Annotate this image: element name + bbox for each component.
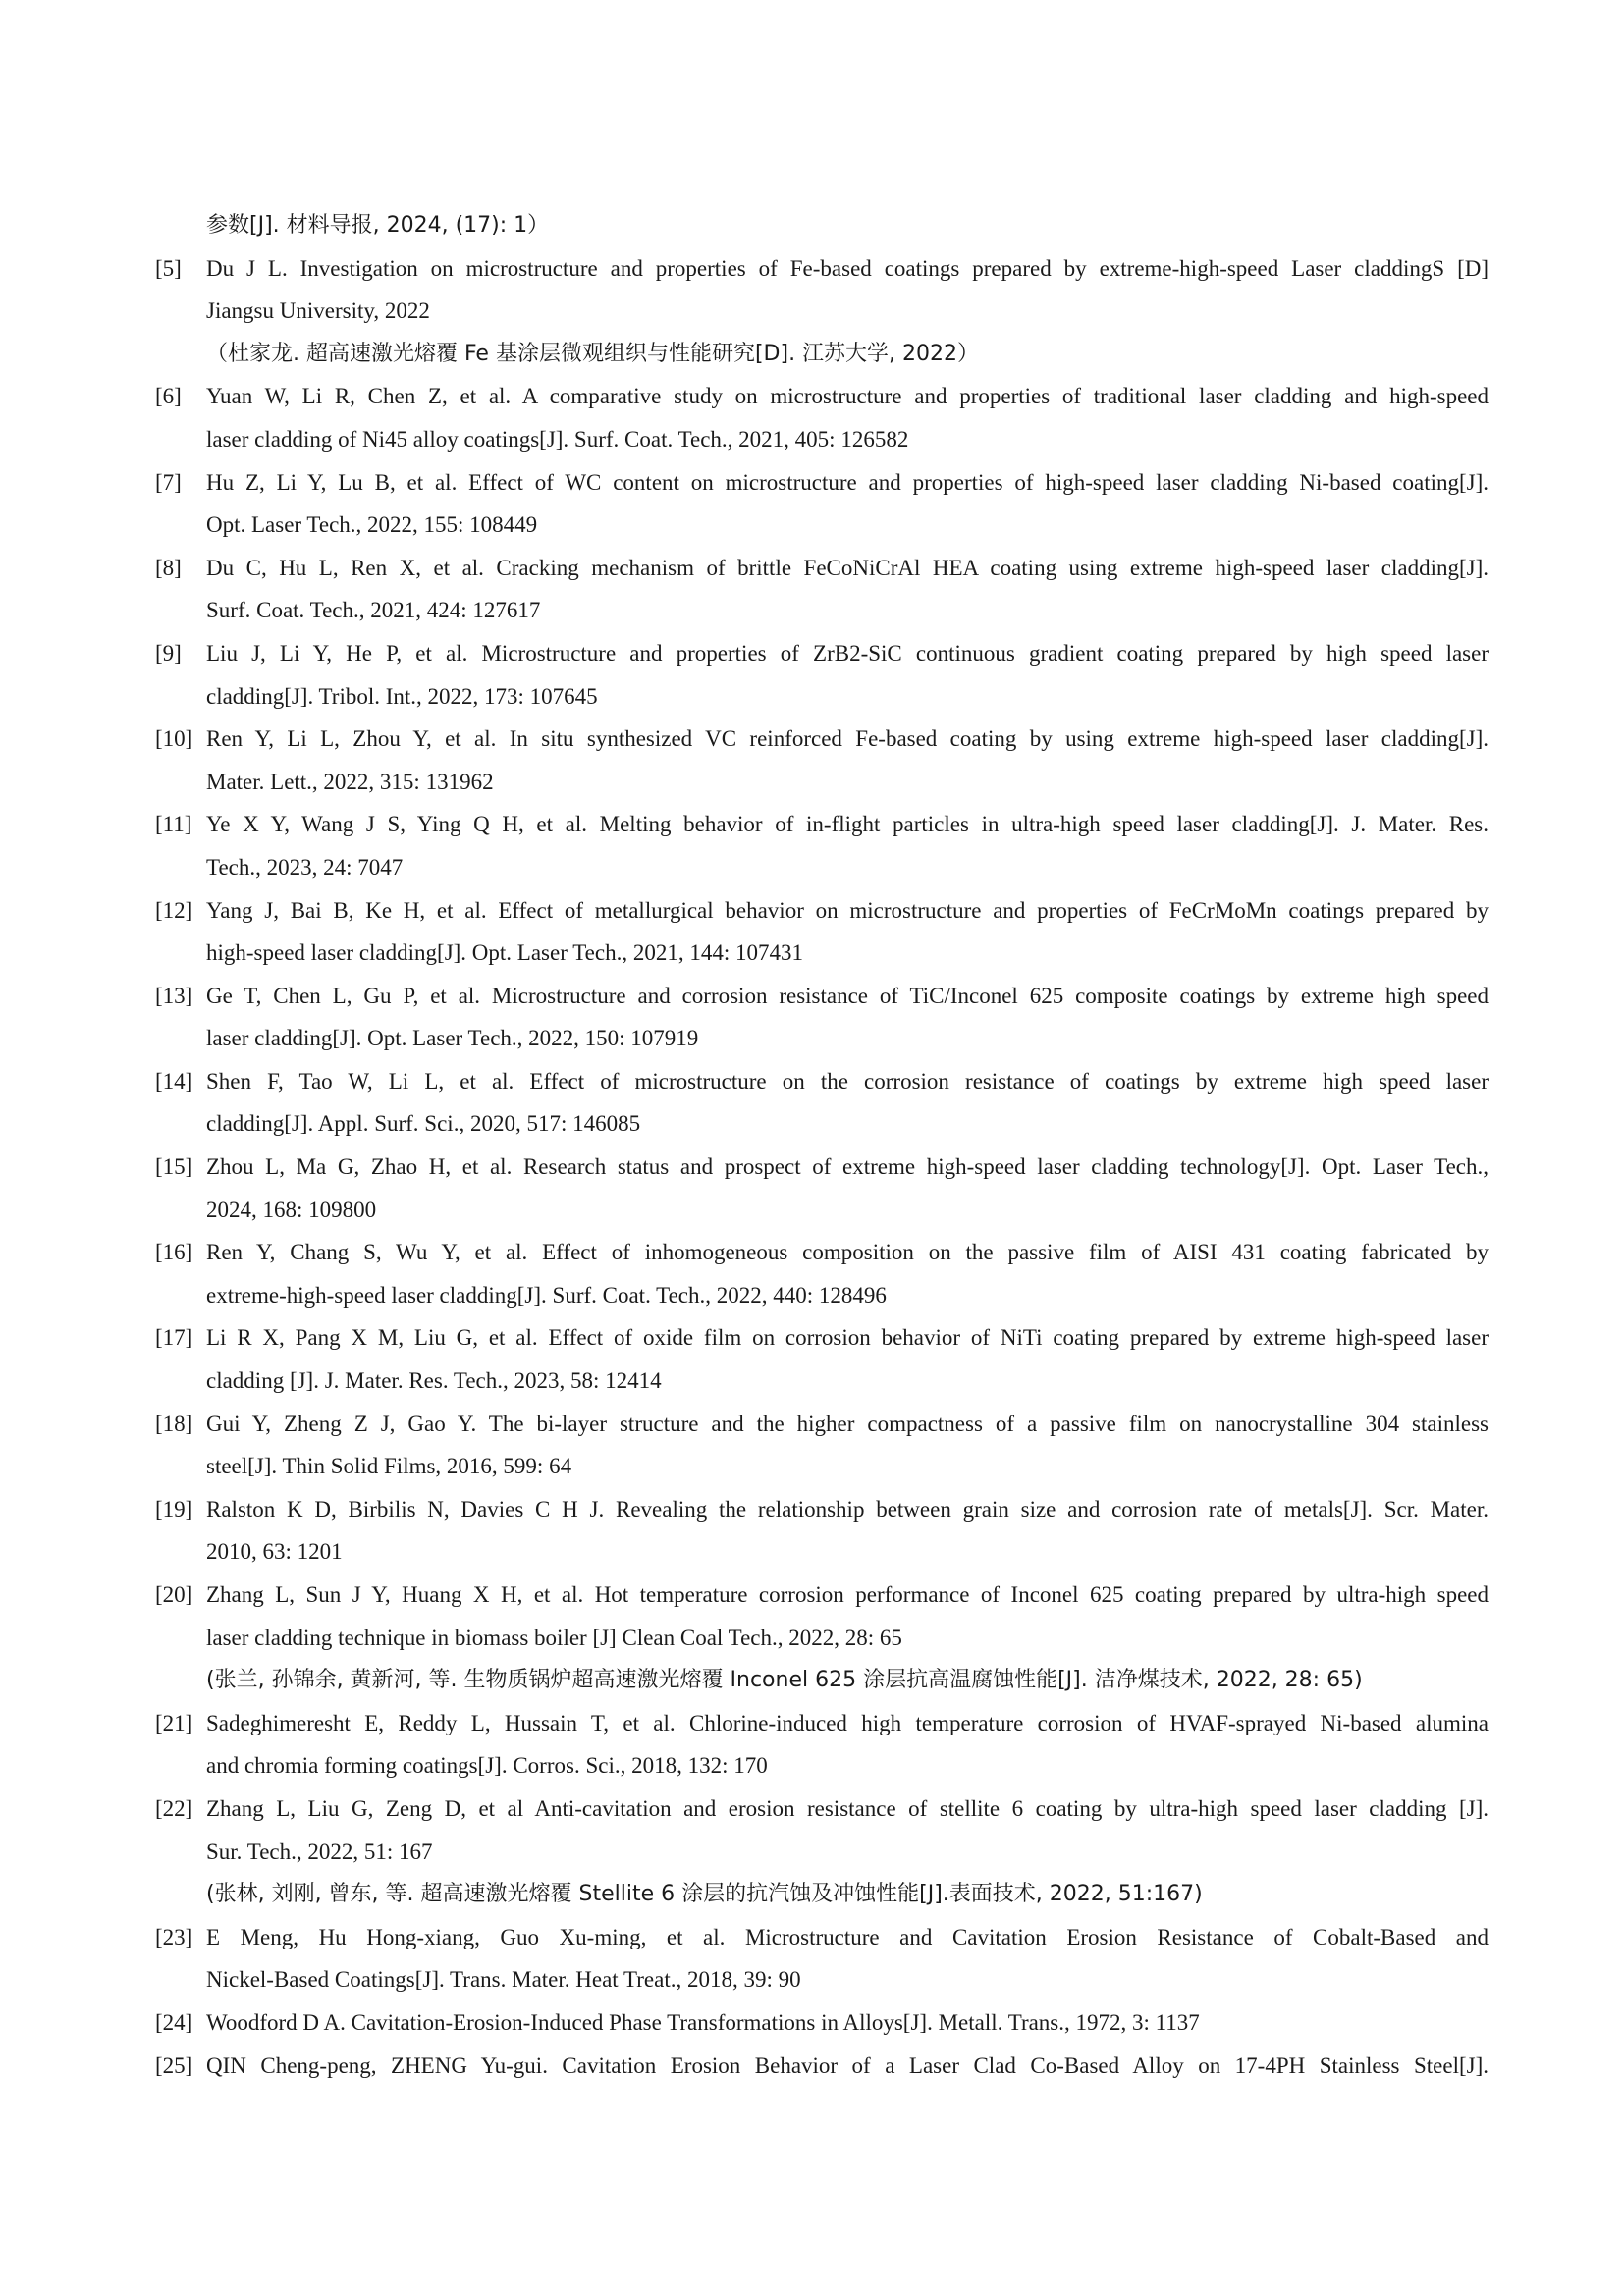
reference-text: Ge T, Chen L, Gu P, et al. Microstructure and corrosion resistance of TiC/Inconel 625 composite coatings by extreme high speed [206, 983, 1489, 1008]
reference-continuation-line: Nickel-Based Coatings[J]. Trans. Mater. Heat Treat., 2018, 39: 90 [206, 1967, 801, 1993]
reference-text: Du C, Hu L, Ren X, et al. Cracking mechanism of brittle FeCoNiCrAl HEA coating using extreme high-speed laser cladding[J]. [206, 555, 1489, 580]
reference-entry [155, 975, 1489, 1060]
reference-entry [155, 461, 1489, 547]
reference-first-line [155, 1916, 1489, 1959]
top-continuation-line: 参数[J]. 材料导报, 2024, (17): 1） [206, 213, 550, 238]
reference-continuation-line: laser cladding[J]. Opt. Laser Tech., 2022, 150: 107919 [206, 1026, 699, 1051]
reference-continuation-line: cladding[J]. Tribol. Int., 2022, 173: 107645 [206, 683, 598, 709]
reference-entry [155, 1788, 1489, 1916]
reference-continuation-line: extreme-high-speed laser cladding[J]. Surf. Coat. Tech., 2022, 440: 128496 [206, 1282, 887, 1308]
reference-entry [155, 1316, 1489, 1402]
reference-number: [7] [155, 469, 182, 495]
reference-first-line [155, 2002, 1489, 2045]
reference-text: Zhang L, Sun J Y, Huang X H, et al. Hot temperature corrosion performance of Inconel 625 coating prepared by ultra-high speed [206, 1582, 1489, 1607]
reference-continuation-line: 2024, 168: 109800 [206, 1197, 377, 1222]
reference-number: [16] [155, 1240, 193, 1265]
reference-entry [155, 2045, 1489, 2088]
reference-entry [155, 1702, 1489, 1788]
reference-first-line [155, 1702, 1489, 1745]
reference-first-line [155, 1574, 1489, 1617]
reference-first-line [155, 247, 1489, 291]
reference-number: [11] [155, 812, 192, 837]
reference-number: [18] [155, 1411, 193, 1436]
reference-number: [6] [155, 384, 182, 409]
reference-first-line [155, 632, 1489, 675]
reference-continuation-line: cladding [J]. J. Mater. Res. Tech., 2023, 58: 12414 [206, 1368, 662, 1394]
reference-text: Shen F, Tao W, Li L, et al. Effect of microstructure on the corrosion resistance of coatings by extreme high speed laser [206, 1068, 1489, 1094]
reference-chinese-translation: （杜家龙. 超高速激光熔覆 Fe 基涂层微观组织与性能研究[D]. 江苏大学, 2022） [206, 341, 980, 366]
reference-continuation-line: and chromia forming coatings[J]. Corros. Sci., 2018, 132: 170 [206, 1753, 768, 1779]
reference-entry [155, 1060, 1489, 1146]
reference-entry [155, 1488, 1489, 1574]
reference-text: Woodford D A. Cavitation-Erosion-Induced Phase Transformations in Alloys[J]. Metall. Trans., 1972, 3: 1137 [206, 2009, 1200, 2035]
reference-first-line [155, 718, 1489, 761]
reference-first-line [155, 461, 1489, 505]
reference-entry [155, 1916, 1489, 2002]
reference-continuation-line: Jiangsu University, 2022 [206, 298, 430, 324]
reference-first-line [155, 889, 1489, 933]
reference-text: Ralston K D, Birbilis N, Davies C H J. Revealing the relationship between grain size and corrosion rate of metals[J]. Scr. Mater. [206, 1496, 1489, 1522]
reference-number: [19] [155, 1496, 193, 1522]
reference-continuation-line: steel[J]. Thin Solid Films, 2016, 599: 64 [206, 1454, 572, 1479]
reference-continuation-line: laser cladding technique in biomass boiler [J] Clean Coal Tech., 2022, 28: 65 [206, 1625, 902, 1650]
reference-first-line [155, 1403, 1489, 1446]
reference-number: [14] [155, 1068, 193, 1094]
reference-text: Hu Z, Li Y, Lu B, et al. Effect of WC content on microstructure and properties of high-speed laser cladding Ni-based coating[J]. [206, 469, 1489, 495]
reference-continuation-line: laser cladding of Ni45 alloy coatings[J]. Surf. Coat. Tech., 2021, 405: 126582 [206, 426, 909, 452]
reference-text: Gui Y, Zheng Z J, Gao Y. The bi-layer structure and the higher compactness of a passive film on nanocrystalline 304 stainless [206, 1411, 1489, 1436]
reference-chinese-translation: (张兰, 孙锦余, 黄新河, 等. 生物质锅炉超高速激光熔覆 Inconel 625 涂层抗高温腐蚀性能[J]. 洁净煤技术, 2022, 28: 65) [206, 1668, 1363, 1693]
reference-text: QIN Cheng-peng, ZHENG Yu-gui. Cavitation Erosion Behavior of a Laser Clad Co-Based Alloy on 17-4PH Stainless Steel[J]. [206, 2053, 1489, 2078]
reference-entry [155, 718, 1489, 803]
reference-text: Yuan W, Li R, Chen Z, et al. A comparative study on microstructure and properties of traditional laser cladding and high-speed [206, 384, 1489, 409]
reference-text: Zhang L, Liu G, Zeng D, et al Anti-cavitation and erosion resistance of stellite 6 coating by ultra-high speed laser cladding [J]. [206, 1795, 1489, 1821]
reference-number: [5] [155, 255, 182, 281]
reference-first-line [155, 803, 1489, 846]
reference-number: [13] [155, 983, 193, 1008]
reference-list [155, 204, 1489, 2087]
reference-first-line [155, 1060, 1489, 1103]
reference-text: Yang J, Bai B, Ke H, et al. Effect of metallurgical behavior on microstructure and properties of FeCrMoMn coatings prepared by [206, 897, 1489, 923]
reference-number: [25] [155, 2053, 193, 2078]
reference-text: E Meng, Hu Hong-xiang, Guo Xu-ming, et al. Microstructure and Cavitation Erosion Resistance of Cobalt-Based and [206, 1924, 1489, 1949]
reference-continuation-line: Tech., 2023, 24: 7047 [206, 854, 404, 880]
reference-entry [155, 2002, 1489, 2045]
reference-entry [155, 889, 1489, 975]
reference-number: [24] [155, 2009, 193, 2035]
reference-first-line [155, 1231, 1489, 1274]
reference-continuation-line: 2010, 63: 1201 [206, 1539, 343, 1565]
reference-number: [17] [155, 1325, 193, 1351]
reference-entry [155, 375, 1489, 460]
reference-entry [155, 632, 1489, 718]
reference-number: [12] [155, 897, 193, 923]
reference-text: Ren Y, Li L, Zhou Y, et al. In situ synthesized VC reinforced Fe-based coating by using extreme high-speed laser cladding[J]. [206, 726, 1489, 752]
reference-entry [155, 247, 1489, 376]
reference-continuation-line: Opt. Laser Tech., 2022, 155: 108449 [206, 512, 538, 538]
reference-number: [20] [155, 1582, 193, 1607]
reference-entry [155, 547, 1489, 632]
reference-text: Ren Y, Chang S, Wu Y, et al. Effect of inhomogeneous composition on the passive film of AISI 431 coating fabricated by [206, 1240, 1489, 1265]
reference-text: Du J L. Investigation on microstructure and properties of Fe-based coatings prepared by extreme-high-speed Laser claddingS [D] [206, 255, 1489, 281]
reference-text: Sadeghimeresht E, Reddy L, Hussain T, et al. Chlorine-induced high temperature corrosion of HVAF-sprayed Ni-based alumina [206, 1710, 1489, 1735]
reference-first-line [155, 1146, 1489, 1189]
reference-number: [21] [155, 1710, 193, 1735]
reference-first-line [155, 547, 1489, 590]
reference-first-line [155, 1488, 1489, 1531]
reference-number: [9] [155, 640, 182, 666]
reference-number: [23] [155, 1924, 193, 1949]
reference-entry [155, 803, 1489, 888]
reference-text: Li R X, Pang X M, Liu G, et al. Effect of oxide film on corrosion behavior of NiTi coating prepared by extreme high-speed laser [206, 1325, 1489, 1351]
reference-continuation-line: Surf. Coat. Tech., 2021, 424: 127617 [206, 598, 541, 623]
reference-first-line [155, 1316, 1489, 1360]
reference-continuation-line: cladding[J]. Appl. Surf. Sci., 2020, 517: 146085 [206, 1111, 641, 1137]
reference-number: [22] [155, 1795, 193, 1821]
reference-number: [10] [155, 726, 193, 752]
reference-continuation-line: high-speed laser cladding[J]. Opt. Laser Tech., 2021, 144: 107431 [206, 940, 803, 966]
reference-continuation-line: Sur. Tech., 2022, 51: 167 [206, 1839, 433, 1864]
reference-text: Liu J, Li Y, He P, et al. Microstructure and properties of ZrB2-SiC continuous gradient coating prepared by high speed laser [206, 640, 1489, 666]
reference-first-line [155, 975, 1489, 1018]
reference-continuation-line: Mater. Lett., 2022, 315: 131962 [206, 769, 494, 794]
reference-number: [8] [155, 555, 182, 580]
reference-chinese-translation: (张林, 刘刚, 曾东, 等. 超高速激光熔覆 Stellite 6 涂层的抗汽蚀及冲蚀性能[J].表面技术, 2022, 51:167) [206, 1882, 1203, 1907]
reference-entry [155, 1403, 1489, 1488]
reference-entry [155, 1574, 1489, 1702]
reference-first-line [155, 375, 1489, 418]
reference-entry [155, 1146, 1489, 1231]
reference-first-line [155, 1788, 1489, 1831]
reference-text: Zhou L, Ma G, Zhao H, et al. Research status and prospect of extreme high-speed laser cladding technology[J]. Opt. Laser Tech., [206, 1154, 1489, 1180]
reference-first-line [155, 2045, 1489, 2088]
reference-text: Ye X Y, Wang J S, Ying Q H, et al. Melting behavior of in-flight particles in ultra-high speed laser cladding[J]. J. Mater. Res. [206, 812, 1489, 837]
reference-number: [15] [155, 1154, 193, 1180]
reference-entry [155, 1231, 1489, 1316]
